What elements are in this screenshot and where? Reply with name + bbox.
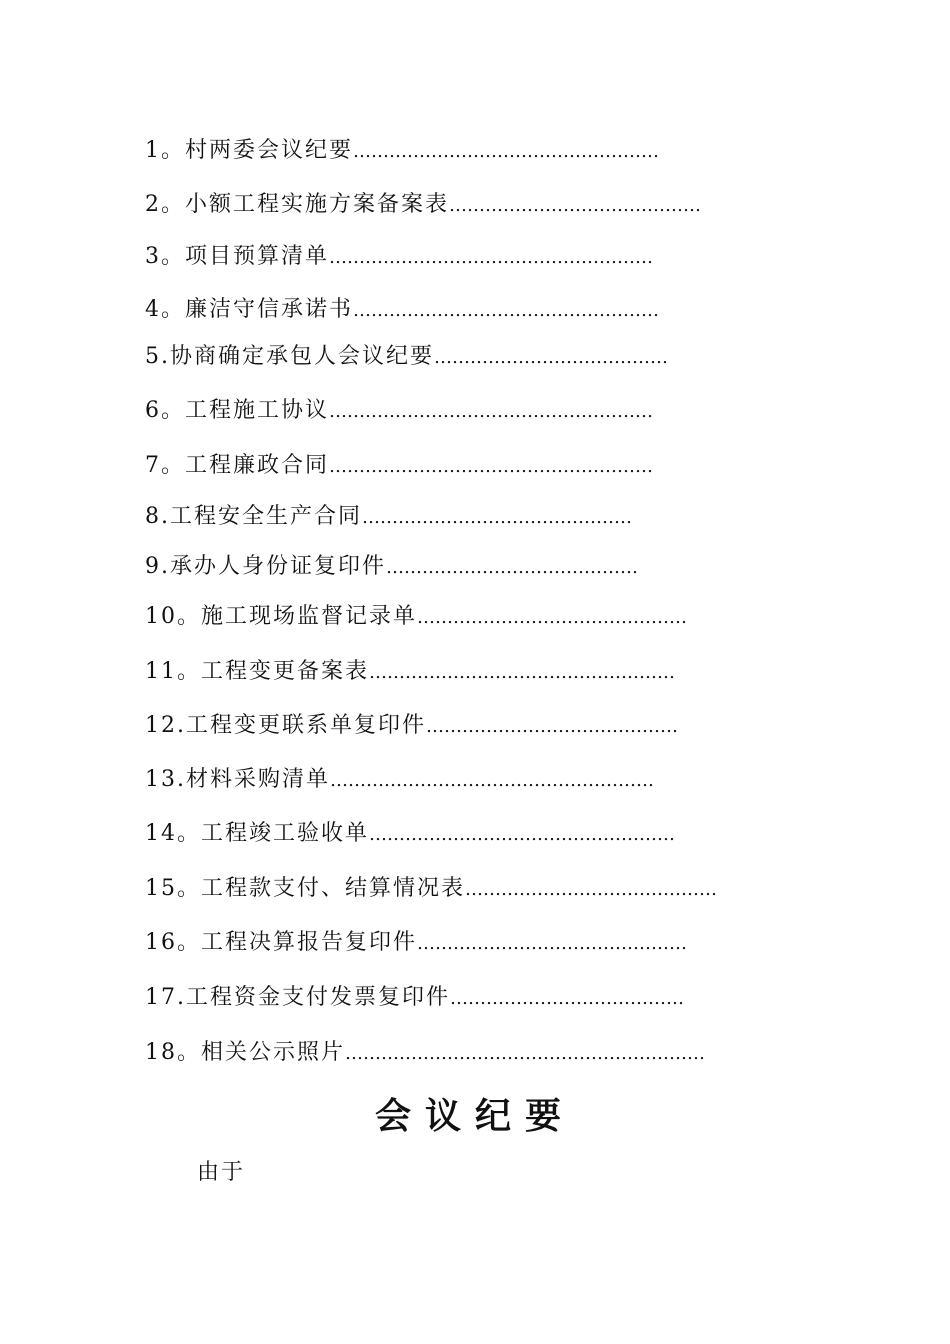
- toc-entry: [145, 928, 687, 959]
- toc-entry-leader: ………………………………………………: [329, 247, 653, 268]
- toc-entry-label: 8.工程安全生产合同: [145, 504, 362, 529]
- toc-entry-leader: ………………………………………………: [329, 456, 653, 477]
- toc-entry: [145, 552, 638, 583]
- toc-entry: [145, 765, 654, 796]
- toc-entry-label: 17.工程资金支付发票复印件: [145, 985, 450, 1010]
- toc-entry: [145, 295, 659, 326]
- toc-entry-label: 6。工程施工协议: [145, 398, 329, 423]
- toc-entry-leader: ……………………………………………: [369, 824, 675, 845]
- toc-entry: [145, 657, 675, 688]
- document-title: 会议纪要: [374, 1095, 575, 1137]
- toc-entry-leader: ……………………………………: [449, 195, 701, 216]
- toc-entry: [145, 451, 653, 482]
- toc-entry-label: 18。相关公示照片: [145, 1040, 345, 1065]
- toc-entry-label: 14。工程竣工验收单: [145, 821, 369, 846]
- toc-entry: [145, 874, 717, 905]
- toc-entry: [145, 819, 675, 850]
- toc-entry: [145, 342, 668, 373]
- toc-entry-leader: ……………………………………: [426, 716, 678, 737]
- toc-entry: [145, 502, 632, 533]
- body-paragraph: 由于: [197, 1160, 246, 1185]
- toc-entry-label: 3。项目预算清单: [145, 244, 329, 269]
- toc-entry-label: 15。工程款支付、结算情况表: [145, 876, 465, 901]
- toc-entry-label: 9.承办人身份证复印件: [145, 554, 386, 579]
- toc-entry-leader: ………………………………………: [362, 507, 632, 528]
- toc-entry-leader: ………………………………………………: [330, 770, 654, 791]
- toc-entry-leader: ……………………………………………: [353, 300, 659, 321]
- toc-entry-leader: …………………………………: [450, 988, 684, 1009]
- toc-entry: [145, 396, 653, 427]
- toc-entry-leader: ………………………………………………: [329, 401, 653, 422]
- toc-entry-leader: ………………………………………: [417, 933, 687, 954]
- toc-entry-label: 10。施工现场监督记录单: [145, 604, 417, 629]
- toc-entry: [145, 136, 659, 167]
- toc-entry-leader: ……………………………………………: [369, 662, 675, 683]
- toc-entry-leader: ………………………………………: [417, 607, 687, 628]
- toc-entry: [145, 983, 684, 1014]
- toc-entry: [145, 242, 653, 273]
- toc-entry-label: 11。工程变更备案表: [145, 659, 369, 684]
- toc-entry-label: 13.材料采购清单: [145, 767, 330, 792]
- toc-entry-label: 12.工程变更联系单复印件: [145, 713, 426, 738]
- toc-entry-leader: ……………………………………: [386, 557, 638, 578]
- toc-entry: [145, 190, 701, 221]
- toc-entry: [145, 1038, 705, 1069]
- toc-entry-leader: ……………………………………………………: [345, 1043, 705, 1064]
- toc-entry-leader: …………………………………: [434, 347, 668, 368]
- toc-entry-label: 5.协商确定承包人会议纪要: [145, 344, 434, 369]
- toc-entry: [145, 711, 678, 742]
- toc-entry-leader: ……………………………………………: [353, 141, 659, 162]
- toc-entry: [145, 602, 687, 633]
- toc-entry-label: 2。小额工程实施方案备案表: [145, 192, 449, 217]
- toc-entry-label: 1。村两委会议纪要: [145, 138, 353, 163]
- toc-entry-label: 16。工程决算报告复印件: [145, 930, 417, 955]
- toc-entry-leader: ……………………………………: [465, 879, 717, 900]
- toc-entry-label: 4。廉洁守信承诺书: [145, 297, 353, 322]
- toc-entry-label: 7。工程廉政合同: [145, 453, 329, 478]
